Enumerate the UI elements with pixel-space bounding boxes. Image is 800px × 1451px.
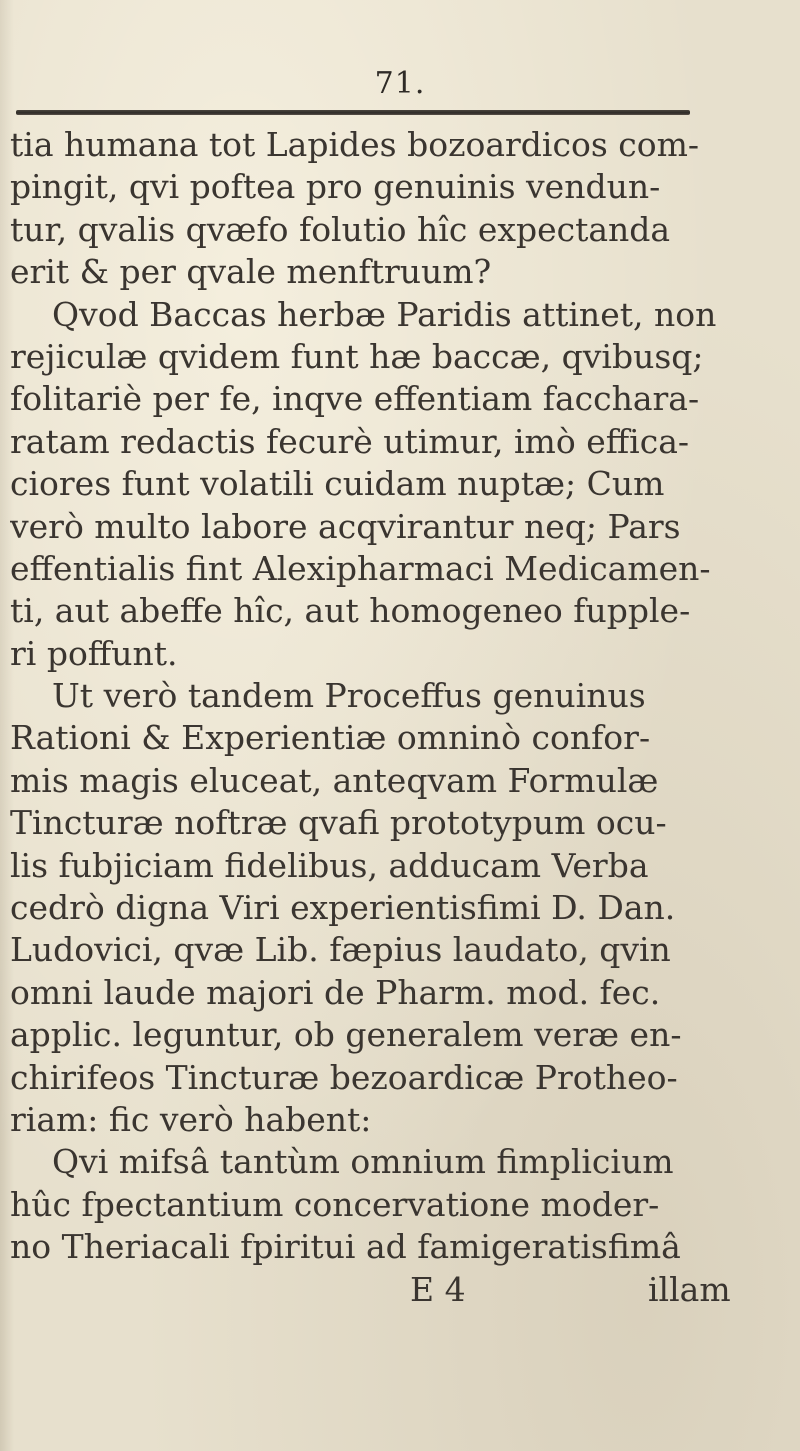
page-number: 71. — [374, 66, 426, 101]
text-line: tur, qvalis qvæfo folutio hîc expectanda — [10, 209, 671, 249]
text-line: rejiculæ qvidem funt hæ baccæ, qvibusq; — [10, 336, 704, 376]
text-line: omni laude majori de Pharm. mod. fec. — [10, 972, 661, 1012]
text-line: verò multo labore acqvirantur neq; Pars — [10, 506, 681, 546]
text-line: applic. leguntur, ob generalem veræ en- — [10, 1015, 682, 1055]
text-line: riam: fic verò habent: — [10, 1099, 372, 1139]
text-line: no Theriacali fpiritui ad famigeratisfimâ — [10, 1227, 681, 1267]
body-text — [10, 124, 790, 1311]
text-line: Ut verò tandem Proceffus genuinus — [52, 676, 646, 716]
text-line: erit & per qvale menftruum? — [10, 252, 492, 292]
text-line: Rationi & Experientiæ omninò confor- — [10, 718, 651, 758]
text-line: Ludovici, qvæ Lib. fæpius laudato, qvin — [10, 930, 671, 970]
text-line: Qvi mifsâ tantùm omnium fimplicium — [52, 1142, 674, 1182]
text-line: ratam redactis fecurè utimur, imò effica- — [10, 421, 690, 461]
text-line: hûc fpectantium concervatione moder- — [10, 1184, 660, 1224]
header-rule — [16, 110, 690, 115]
text-line: cedrò digna Viri experientisfimi D. Dan. — [10, 888, 676, 928]
text-line: folitariè per fe, inqve effentiam facchara- — [10, 379, 700, 419]
text-line: ti, aut abeffe hîc, aut homogeneo fupple- — [10, 591, 691, 631]
signature-mark: E 4 — [410, 1269, 466, 1309]
text-line: tia humana tot Lapides bozoardicos com- — [10, 125, 700, 164]
text-line: effentialis fint Alexipharmaci Medicamen- — [10, 548, 711, 588]
text-line: mis magis eluceat, anteqvam Formulæ — [10, 760, 659, 800]
signature-line — [10, 1269, 790, 1311]
text-line: chirifeos Tincturæ bezoardicæ Protheo- — [10, 1057, 678, 1097]
text-line: Tincturæ noftræ qvafi prototypum ocu- — [10, 803, 667, 843]
text-line: ciores funt volatili cuidam nuptæ; Cum — [10, 464, 665, 504]
text-line: pingit, qvi poftea pro genuinis vendun- — [10, 167, 661, 207]
text-line: ri poffunt. — [10, 633, 178, 673]
catchword: illam — [648, 1269, 731, 1309]
text-line: Qvod Baccas herbæ Paridis attinet, non — [52, 294, 717, 334]
text-line: lis fubjiciam fidelibus, adducam Verba — [10, 845, 649, 885]
